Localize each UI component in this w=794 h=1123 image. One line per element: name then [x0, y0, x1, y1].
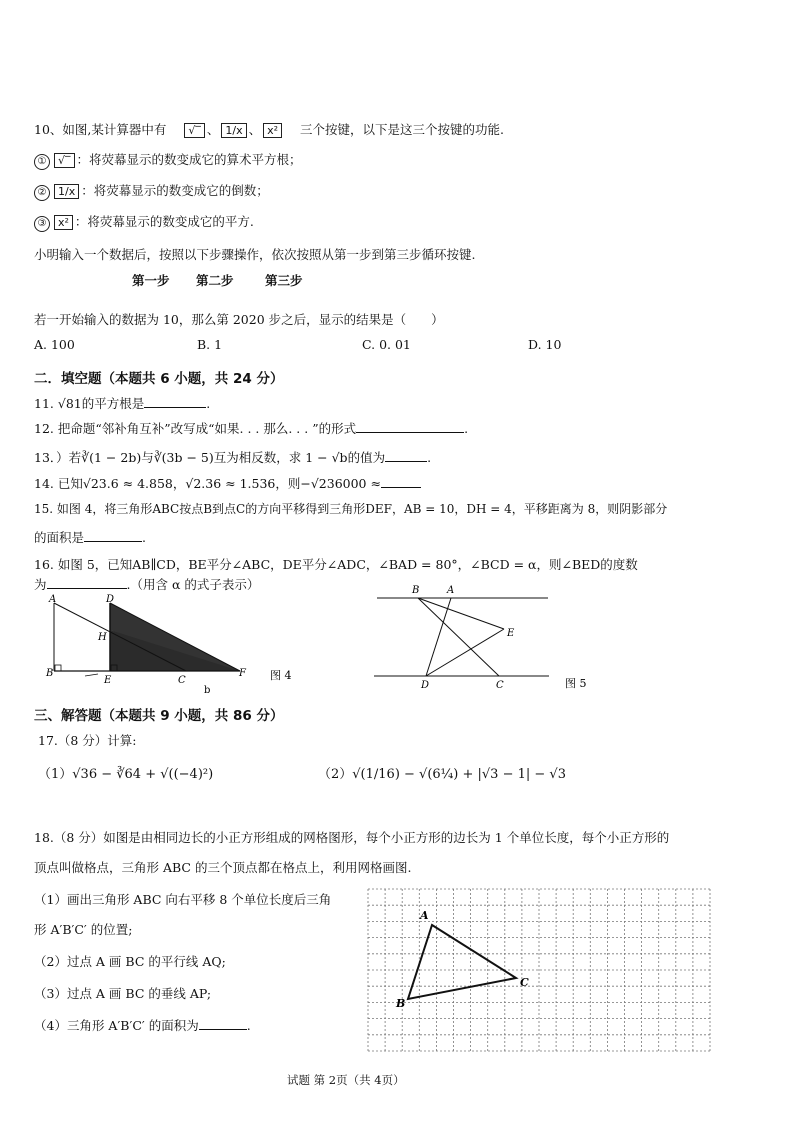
option-c: C. 0. 01	[362, 337, 411, 352]
figure-5	[372, 580, 612, 692]
option-b: B. 1	[197, 337, 223, 352]
q12: 12. 把命题“邻补角互补”改写成“如果. . . 那么. . . ”的形式 .	[34, 421, 469, 436]
label-small-b: b	[204, 685, 211, 696]
circled-number: ①	[34, 154, 50, 170]
q17-part2: （2）√(1/16) − √(6¼) + |√3 − 1| − √3	[318, 767, 566, 782]
q15-line1: 15. 如图 4，将三角形ABC按点B到点C的方向平移得到三角形DEF，AB = 10，DH = 4，平移距离为 8，则阴影部分	[34, 502, 668, 516]
q15-line2: 的面积是 .	[34, 530, 146, 545]
sqrt-key-icon: √‾	[54, 153, 75, 168]
segment-be	[418, 598, 504, 629]
label-a: A	[49, 594, 57, 605]
reciprocal-key-icon: 1/x	[54, 184, 79, 199]
label-h: H	[98, 632, 107, 643]
q18-step1a: （1）画出三角形 ABC 向右平移 8 个单位长度后三角	[34, 892, 332, 907]
answer-blank	[199, 1017, 247, 1030]
circled-number: ②	[34, 185, 50, 201]
triangle-abc	[408, 925, 516, 999]
label-c: C	[520, 976, 529, 989]
step-3: 第三步	[265, 273, 303, 288]
q13: 13．）若∛(1 − 2b)与∛(3b − 5)互为相反数，求 1 − √b的值为 .	[34, 450, 432, 465]
q11: 11. √81的平方根是 .	[34, 396, 211, 411]
q18-line1: 18.（8 分）如图是由相同边长的小正方形组成的网格图形，每个小正方形的边长为 1 个单位长度，每个小正方形的	[34, 830, 670, 845]
page-footer: 试题 第 2页（共 4页）	[287, 1073, 405, 1087]
figure-4	[40, 592, 310, 697]
label-e: E	[507, 628, 515, 639]
answer-blank	[144, 395, 206, 408]
step-2: 第二步	[196, 273, 234, 288]
q18-step1b: 形 A′B′C′ 的位置;	[34, 922, 133, 937]
q16-line2: 为 .（用含 α 的式子表示）	[34, 577, 260, 592]
q10-item-2: ② 1/x ：将荧幕显示的数变成它的倒数；	[34, 181, 269, 201]
label-c: C	[496, 680, 504, 691]
q10-intro: 10、如图,某计算器中有 √‾ 、 1/x 、 x² 三个按键，以下是这三个按键的功能.	[34, 122, 505, 137]
q10-item-3: ③ x² ：将荧幕显示的数变成它的平方.	[34, 212, 254, 232]
label-c: C	[178, 675, 186, 686]
label-b: B	[412, 585, 420, 596]
reciprocal-key-icon: 1/x	[221, 123, 246, 138]
answer-blank	[84, 529, 142, 542]
label-b: B	[396, 997, 406, 1010]
label-a: A	[420, 909, 429, 922]
circled-number: ③	[34, 216, 50, 232]
right-angle-mark	[55, 665, 61, 671]
grid-figure	[364, 885, 714, 1055]
answer-blank	[385, 449, 427, 462]
square-key-icon: x²	[54, 215, 73, 230]
answer-blank	[356, 420, 464, 433]
step-1: 第一步	[132, 273, 170, 288]
answer-blank	[47, 576, 127, 589]
label-a: A	[447, 585, 455, 596]
arrow-mark	[85, 674, 98, 676]
q18-step2: （2）过点 A 画 BC 的平行线 AQ;	[34, 954, 226, 969]
label-d: D	[106, 594, 115, 605]
label-f: F	[239, 668, 246, 679]
q18-line2: 顶点叫做格点，三角形 ABC 的三个顶点都在格点上，利用网格画图.	[34, 860, 412, 875]
q10-item-1: ① √‾ ：将荧幕显示的数变成它的算术平方根；	[34, 150, 302, 170]
label-e: E	[104, 675, 112, 686]
answer-blank	[381, 475, 421, 488]
q17-head: 17.（8 分）计算:	[38, 733, 137, 748]
option-a: A. 100	[34, 337, 75, 352]
q10-question: 若一开始输入的数据为 10，那么第 2020 步之后，显示的结果是（ ）	[34, 312, 444, 327]
label-b: B	[46, 668, 54, 679]
q17-part1: （1）√36 − ∛64 + √((−4)²)	[38, 767, 214, 782]
sqrt-key-icon: √‾	[184, 123, 205, 138]
q10-line2: 小明输入一个数据后，按照以下步骤操作，依次按照从第一步到第三步循环按键.	[34, 247, 476, 262]
q18-step3: （3）过点 A 画 BC 的垂线 AP;	[34, 986, 212, 1001]
square-key-icon: x²	[263, 123, 282, 138]
figure-5-caption: 图 5	[565, 677, 587, 690]
option-d: D. 10	[528, 337, 562, 352]
figure-4-caption: 图 4	[270, 669, 292, 682]
section-3-title: 三、解答题（本题共 9 小题，共 86 分）	[34, 708, 284, 724]
section-2-title: 二．填空题（本题共 6 小题，共 24 分）	[34, 371, 284, 387]
q18-step4: （4）三角形 A′B′C′ 的面积为 .	[34, 1018, 251, 1033]
q14: 14. 已知√23.6 ≈ 4.858，√2.36 ≈ 1.536，则−√236000 ≈	[34, 474, 421, 492]
q16-line1: 16. 如图 5，已知AB∥CD，BE平分∠ABC，DE平分∠ADC，∠BAD = 80°，∠BCD = α，则∠BED的度数	[34, 557, 638, 572]
label-d: D	[421, 680, 430, 691]
